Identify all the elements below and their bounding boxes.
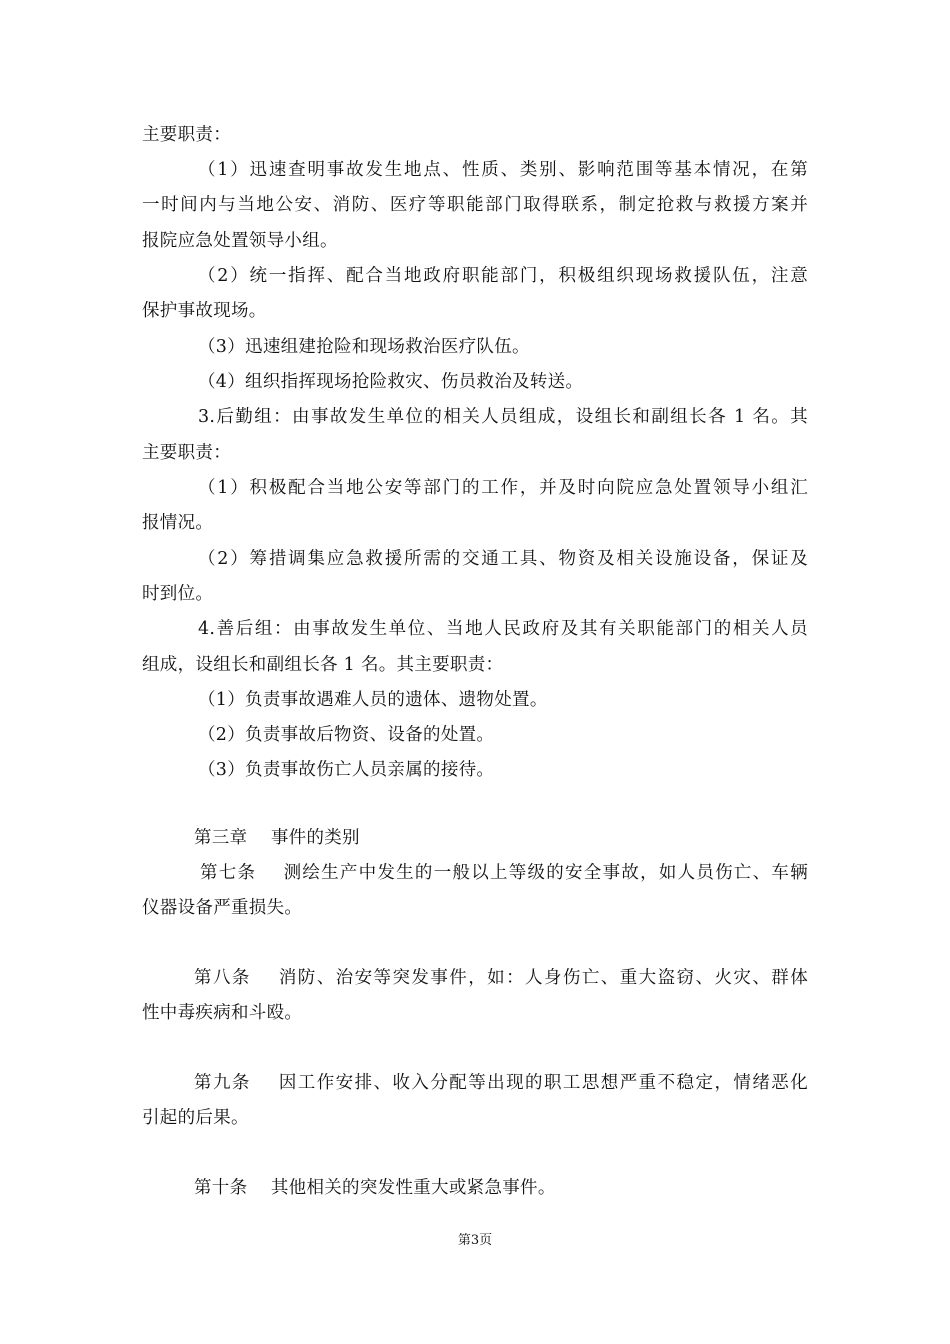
text-line: （1）积极配合当地公安等部门的工作，并及时向院应急处置领导小组汇 bbox=[198, 478, 808, 498]
text-line: 仪器设备严重损失。 bbox=[142, 898, 303, 918]
text-line: （1）迅速查明事故发生地点、性质、类别、影响范围等基本情况，在第 bbox=[198, 160, 808, 180]
text-line: 报院应急处置领导小组。 bbox=[142, 231, 338, 251]
text-line: 4.善后组：由事故发生单位、当地人民政府及其有关职能部门的相关人员 bbox=[198, 619, 808, 639]
text-line: （3）迅速组建抢险和现场救治医疗队伍。 bbox=[198, 337, 530, 357]
text-line: （2）负责事故后物资、设备的处置。 bbox=[198, 725, 495, 745]
text-line: 性中毒疾病和斗殴。 bbox=[142, 1003, 303, 1023]
text-line: 引起的后果。 bbox=[142, 1108, 249, 1128]
text-line: 组成，设组长和副组长各 1 名。其主要职责： bbox=[142, 655, 504, 675]
page-number: 第3页 bbox=[457, 1233, 493, 1248]
text-line: 主要职责： bbox=[142, 443, 231, 463]
text-line: 第九条 因工作安排、收入分配等出现的职工思想严重不稳定，情绪恶化 bbox=[194, 1073, 808, 1093]
text-line: （2）统一指挥、配合当地政府职能部门，积极组织现场救援队伍，注意 bbox=[198, 266, 808, 286]
text-line: （4）组织指挥现场抢险救灾、伤员救治及转送。 bbox=[198, 372, 584, 392]
text-line: 3.后勤组：由事故发生单位的相关人员组成，设组长和副组长各 1 名。其 bbox=[198, 407, 808, 427]
chapter-heading: 第三章 事件的类别 bbox=[194, 828, 360, 848]
text-line: 保护事故现场。 bbox=[142, 301, 267, 321]
text-line: （1）负责事故遇难人员的遗体、遗物处置。 bbox=[198, 690, 548, 710]
text-line: 时到位。 bbox=[142, 584, 214, 604]
text-line: 报情况。 bbox=[142, 513, 214, 533]
text-line: 第十条 其他相关的突发性重大或紧急事件。 bbox=[194, 1178, 556, 1198]
text-line: 第八条 消防、治安等突发事件，如：人身伤亡、重大盗窃、火灾、群体 bbox=[194, 968, 808, 988]
text-line: 第七条 测绘生产中发生的一般以上等级的安全事故，如人员伤亡、车辆 bbox=[200, 863, 808, 883]
text-line: （3）负责事故伤亡人员亲属的接待。 bbox=[198, 760, 495, 780]
text-line: 主要职责： bbox=[142, 125, 231, 145]
text-line: 一时间内与当地公安、消防、医疗等职能部门取得联系，制定抢救与救援方案并 bbox=[142, 195, 808, 215]
text-line: （2）筹措调集应急救援所需的交通工具、物资及相关设施设备，保证及 bbox=[198, 549, 808, 569]
